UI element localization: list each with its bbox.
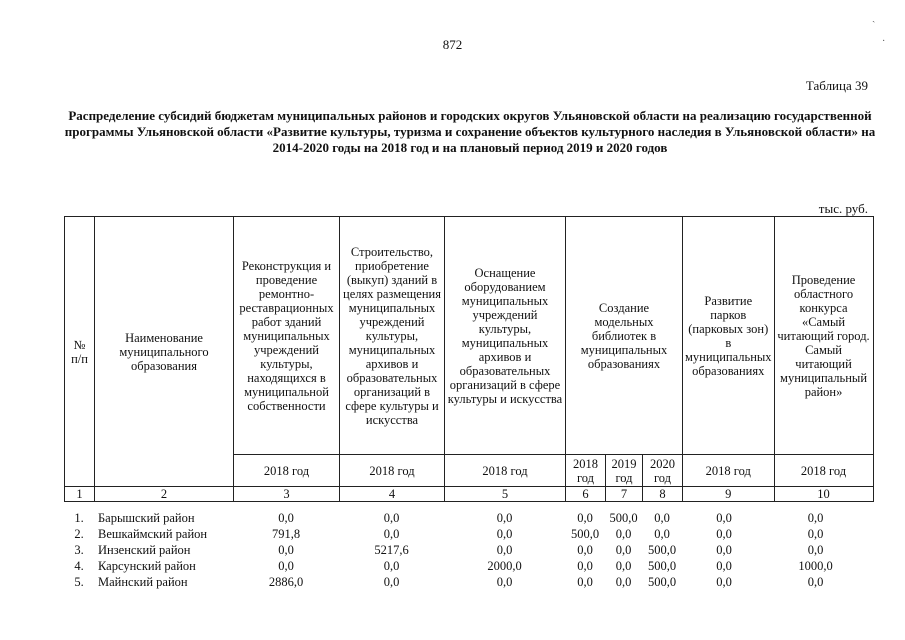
- header-parks: Развитие парков (парковых зон) в муниципальных образованиях: [683, 217, 775, 455]
- row-number: 2.: [74, 527, 84, 541]
- year-header: 2018 год: [234, 455, 340, 487]
- year-header: 2018 год: [683, 455, 775, 487]
- row-value: 0,0: [278, 511, 294, 525]
- row-value: 2000,0: [487, 559, 522, 573]
- year-header: 2018 год: [774, 455, 873, 487]
- row-value: 0,0: [496, 543, 513, 557]
- row-value: 0,0: [807, 527, 824, 541]
- header-construction: Строительство, приобретение (выкуп) зданий в целях размещения муниципальных учреждений культуры, муниципальных архивов и образовательных организаций в сфере культуры и искусства: [340, 217, 445, 455]
- row-value: 500,0: [609, 511, 638, 525]
- row-value: 0,0: [577, 575, 593, 589]
- row-value: 0,0: [654, 511, 670, 525]
- year-header: 2019 год: [606, 455, 643, 487]
- row-value: 0,0: [383, 527, 400, 541]
- row-value: 0,0: [278, 559, 294, 573]
- table-row: [64, 558, 865, 574]
- table-row: [64, 526, 865, 542]
- row-number: 5.: [74, 575, 84, 589]
- row-value: 0,0: [807, 575, 824, 589]
- row-value: 500,0: [647, 559, 677, 573]
- row-value: 0,0: [615, 559, 632, 573]
- year-header: 2018 год: [566, 455, 606, 487]
- row-value: 0,0: [577, 543, 593, 557]
- column-number: 2: [95, 487, 234, 502]
- row-number: 1.: [74, 511, 84, 525]
- scan-mark: ·: [882, 36, 886, 47]
- municipality-name: Майнский район: [98, 575, 188, 589]
- document-title: Распределение субсидий бюджетам муниципальных районов и городских округов Ульяновской области на реализацию государственной программы Ульяновской области «Развитие культуры, туризма и сохранение объектов культурного наследия в Ульяновской области» на 2014-2020 годы на 2018 год и на плановый период 2019 и 2020 годов: [64, 108, 876, 155]
- header-table: [64, 216, 874, 502]
- year-header: 2020 год: [643, 455, 683, 487]
- municipality-name: Карсунский район: [98, 559, 196, 573]
- row-value: 0,0: [716, 527, 732, 541]
- column-number: 6: [566, 487, 606, 502]
- header-libraries: Создание модельных библиотек в муниципальных образованиях: [566, 217, 683, 455]
- row-value: 2886,0: [268, 575, 304, 589]
- header-contest: Проведение областного конкурса «Самый читающий город. Самый читающий муниципальный район»: [774, 217, 873, 455]
- column-number: 10: [774, 487, 873, 502]
- row-value: 0,0: [496, 527, 513, 541]
- row-value: 0,0: [577, 511, 593, 525]
- table-row: [64, 510, 865, 526]
- column-number: 5: [445, 487, 566, 502]
- row-value: 0,0: [383, 511, 400, 525]
- data-table: [64, 510, 865, 590]
- row-value: 0,0: [577, 559, 593, 573]
- column-number: 1: [65, 487, 95, 502]
- municipality-name: Инзенский район: [98, 543, 191, 557]
- row-value: 0,0: [716, 575, 732, 589]
- row-value: 0,0: [716, 559, 732, 573]
- column-number: 3: [234, 487, 340, 502]
- column-number: 9: [683, 487, 775, 502]
- column-number: 4: [340, 487, 445, 502]
- row-value: 0,0: [383, 559, 400, 573]
- row-value: 0,0: [615, 543, 632, 557]
- units-label: тыс. руб.: [818, 201, 868, 216]
- table-label: Таблица 39: [805, 78, 868, 93]
- row-value: 0,0: [496, 575, 513, 589]
- header-equipment: Оснащение оборудованием муниципальных учреждений культуры, муниципальных архивов и образовательных организаций в сфере культуры и искусства: [445, 217, 566, 455]
- row-value: 0,0: [654, 527, 670, 541]
- column-number: 8: [643, 487, 683, 502]
- header-reconstruction: Реконструкция и проведение ремонтно-реставрационных работ зданий муниципальных учреждений культуры, находящихся в муниципальной собственности: [234, 217, 340, 455]
- row-value: 0,0: [615, 527, 632, 541]
- row-value: 1000,0: [798, 559, 833, 573]
- table-row: [64, 542, 865, 558]
- header-name: Наименование муниципального образования: [95, 217, 234, 487]
- municipality-name: Барышский район: [98, 511, 195, 525]
- row-value: 0,0: [807, 543, 824, 557]
- row-value: 500,0: [570, 527, 600, 541]
- row-value: 0,0: [716, 543, 732, 557]
- row-number: 3.: [74, 543, 84, 557]
- row-value: 0,0: [496, 511, 513, 525]
- row-value: 0,0: [807, 511, 824, 525]
- municipality-name: Вешкаймский район: [98, 527, 208, 541]
- header-num: № п/п: [65, 217, 95, 487]
- scan-mark: ˎ: [872, 12, 876, 23]
- row-value: 500,0: [647, 575, 677, 589]
- year-header: 2018 год: [340, 455, 445, 487]
- row-value: 0,0: [383, 575, 400, 589]
- table-row: [64, 574, 865, 590]
- row-value: 5217,6: [374, 543, 409, 557]
- row-number: 4.: [74, 559, 84, 573]
- row-value: 791,8: [271, 527, 301, 541]
- row-value: 500,0: [647, 543, 677, 557]
- page-number: 872: [442, 37, 463, 52]
- row-value: 0,0: [278, 543, 294, 557]
- year-header: 2018 год: [445, 455, 566, 487]
- row-value: 0,0: [716, 511, 732, 525]
- column-number: 7: [606, 487, 643, 502]
- row-value: 0,0: [615, 575, 632, 589]
